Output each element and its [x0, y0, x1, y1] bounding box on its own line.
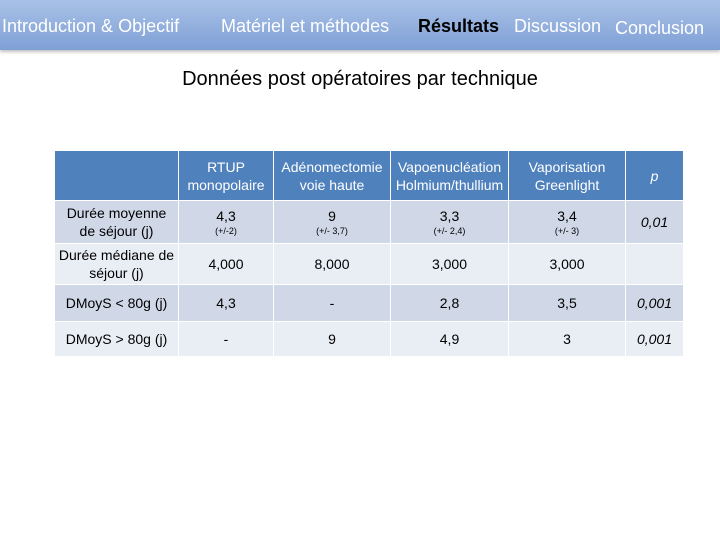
header-vapoenu-line1: Vapoenucléation [397, 158, 502, 175]
cell-sd: (+/- 3,7) [316, 226, 348, 236]
cell-p-value [626, 244, 684, 285]
row-label-line1: Durée moyenne [66, 205, 167, 221]
cell-value: 3 [509, 322, 626, 357]
cell-p-value: 0,001 [626, 285, 684, 322]
nav-item-discussion[interactable]: Discussion [514, 16, 602, 36]
cell-value: 3,3 [439, 208, 460, 224]
nav-item-conclusion[interactable]: Conclusion [615, 18, 705, 38]
cell-value: 3,5 [509, 285, 626, 322]
nav-item-introduction[interactable]: Introduction & Objectif [2, 16, 180, 36]
table-row [55, 285, 684, 322]
cell-value: 9 [328, 208, 336, 224]
section-nav-bar [0, 0, 720, 50]
slide-title: Données post opératoires par technique [182, 68, 538, 90]
cell-sd: (+/- 2,4) [433, 226, 466, 236]
header-vapoenucleation [391, 151, 509, 201]
cell-value: 4,3 [216, 208, 236, 224]
cell-value: - [179, 322, 274, 357]
results-table [54, 150, 684, 357]
table-header-row [55, 151, 684, 201]
cell-value: 8,000 [274, 244, 391, 285]
header-adeno-line2: voie haute [299, 176, 365, 193]
cell-value: 2,8 [391, 285, 509, 322]
cell [391, 201, 509, 244]
cell-value: 9 [274, 322, 391, 357]
cell [509, 201, 626, 244]
nav-item-results[interactable]: Résultats [418, 16, 500, 36]
cell-value: 3,000 [391, 244, 509, 285]
header-vapor-line1: Vaporisation [528, 158, 606, 175]
cell-sd: (+/- 3) [554, 226, 580, 236]
header-p-value: p [626, 151, 684, 201]
header-empty [55, 151, 179, 201]
header-rtup-line1: RTUP [207, 158, 245, 175]
cell-value: 4,9 [391, 322, 509, 357]
table-row [55, 201, 684, 244]
table-row [55, 322, 684, 357]
header-vaporisation [509, 151, 626, 201]
row-label: DMoyS > 80g (j) [55, 322, 179, 357]
cell-value: - [274, 285, 391, 322]
header-vapor-line2: Greenlight [534, 176, 600, 193]
header-rtup [179, 151, 274, 201]
cell-p-value: 0,01 [626, 201, 684, 244]
cell-value: 4,000 [179, 244, 274, 285]
row-label [55, 244, 179, 285]
cell-value: 4,3 [179, 285, 274, 322]
header-vapoenu-line2: Holmium/thullium [395, 176, 504, 193]
nav-item-methods[interactable]: Matériel et méthodes [221, 16, 390, 36]
row-label-line2: séjour (j) [89, 265, 144, 281]
row-label [55, 201, 179, 244]
table-row [55, 244, 684, 285]
cell-p-value: 0,001 [626, 322, 684, 357]
cell [179, 201, 274, 244]
row-label: DMoyS < 80g (j) [55, 285, 179, 322]
row-label-line2: de séjour (j) [79, 223, 154, 239]
cell-value: 3,4 [557, 208, 577, 224]
cell-sd: (+/-2) [215, 226, 237, 236]
row-label-line1: Durée médiane de [58, 247, 175, 263]
cell-value: 3,000 [509, 244, 626, 285]
header-adenomectomie [274, 151, 391, 201]
header-adeno-line1: Adénomectomie [281, 158, 383, 175]
cell [274, 201, 391, 244]
header-rtup-line2: monopolaire [187, 176, 265, 193]
